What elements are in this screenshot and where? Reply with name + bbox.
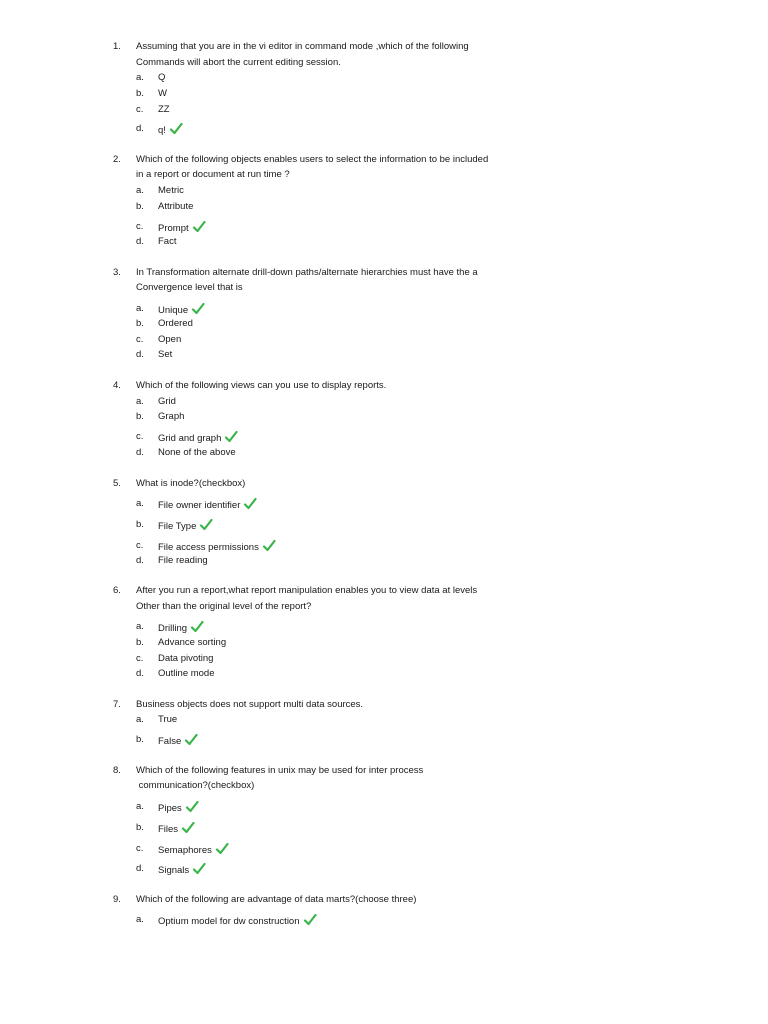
question-number: 7. — [113, 699, 121, 710]
option-letter: a. — [136, 303, 144, 314]
option-letter: a. — [136, 621, 144, 632]
option-text: Data pivoting — [158, 653, 214, 664]
option-text: Files — [158, 824, 179, 835]
option-text: Advance sorting — [158, 637, 227, 648]
option-letter: a. — [136, 714, 144, 725]
option-text: Signals — [158, 865, 190, 876]
option-c — [158, 220, 206, 234]
question-text-line: in a report or document at run time ? — [136, 169, 290, 180]
option-letter: b. — [136, 411, 144, 422]
option-letter: c. — [136, 104, 144, 115]
checkmark-icon — [169, 122, 183, 136]
option-text: None of the above — [158, 447, 236, 458]
option-text: Ordered — [158, 318, 193, 329]
option-c — [158, 652, 213, 666]
option-letter: c. — [136, 653, 144, 664]
option-text: File reading — [158, 555, 208, 566]
option-d — [158, 446, 236, 460]
option-text: Attribute — [158, 201, 194, 212]
option-letter: c. — [136, 431, 144, 442]
option-letter: b. — [136, 88, 144, 99]
checkmark-icon — [215, 842, 229, 856]
option-b — [158, 518, 213, 532]
checkmark-icon — [262, 539, 276, 553]
option-d — [158, 667, 215, 681]
option-letter: a. — [136, 185, 144, 196]
option-text: File access permissions — [158, 542, 259, 553]
checkmark-icon — [224, 430, 238, 444]
option-text: Q — [158, 72, 166, 83]
option-a — [158, 71, 165, 85]
option-letter: a. — [136, 498, 144, 509]
option-letter: d. — [136, 349, 144, 360]
option-b — [158, 87, 167, 101]
checkmark-icon — [181, 821, 195, 835]
option-text: Grid and graph — [158, 433, 222, 444]
option-letter: d. — [136, 447, 144, 458]
question-text-line: In Transformation alternate drill-down paths/alternate hierarchies must have the a — [136, 267, 478, 278]
option-text: Open — [158, 334, 182, 345]
option-text: Set — [158, 349, 173, 360]
option-letter: b. — [136, 734, 144, 745]
option-text: Optium model for dw construction — [158, 916, 300, 927]
option-a — [158, 620, 204, 634]
option-a — [158, 184, 184, 198]
option-b — [158, 821, 195, 835]
checkmark-icon — [190, 620, 204, 634]
option-letter: c. — [136, 540, 144, 551]
checkmark-icon — [185, 800, 199, 814]
checkmark-icon — [184, 733, 198, 747]
checkmark-icon — [303, 913, 317, 927]
option-text: Graph — [158, 411, 185, 422]
option-text: Drilling — [158, 623, 188, 634]
option-letter: b. — [136, 822, 144, 833]
checkmark-icon — [192, 220, 206, 234]
option-b — [158, 410, 184, 424]
option-text: File Type — [158, 521, 197, 532]
question-text-line: Convergence level that is — [136, 282, 243, 293]
option-text: Fact — [158, 236, 177, 247]
question-text-line: What is inode?(checkbox) — [136, 478, 246, 489]
question-text-line: Which of the following features in unix may be used for inter process — [136, 765, 424, 776]
option-text: Semaphores — [158, 845, 212, 856]
question-number: 1. — [113, 41, 121, 52]
option-letter: c. — [136, 221, 144, 232]
option-letter: a. — [136, 396, 144, 407]
option-text: Grid — [158, 396, 176, 407]
option-b — [158, 636, 226, 650]
option-letter: d. — [136, 863, 144, 874]
option-letter: b. — [136, 519, 144, 530]
option-b — [158, 733, 198, 747]
option-letter: c. — [136, 843, 144, 854]
question-number: 3. — [113, 267, 121, 278]
option-letter: a. — [136, 801, 144, 812]
option-text: q! — [158, 125, 166, 136]
option-letter: a. — [136, 914, 144, 925]
option-c — [158, 333, 181, 347]
option-b — [158, 317, 193, 331]
option-text: Pipes — [158, 803, 182, 814]
option-d — [158, 348, 172, 362]
option-letter: a. — [136, 72, 144, 83]
option-c — [158, 539, 276, 553]
option-letter: d. — [136, 555, 144, 566]
option-text: Outline mode — [158, 668, 215, 679]
option-b — [158, 200, 193, 214]
question-text-line: Commands will abort the current editing session. — [136, 57, 341, 68]
option-letter: d. — [136, 123, 144, 134]
question-number: 9. — [113, 894, 121, 905]
question-text-line: Which of the following views can you use to display reports. — [136, 380, 387, 391]
option-d — [158, 235, 176, 249]
option-a — [158, 302, 205, 316]
option-text: W — [158, 88, 167, 99]
question-text-line: Other than the original level of the report? — [136, 601, 312, 612]
option-d — [158, 862, 206, 876]
option-text: File owner identifier — [158, 500, 241, 511]
question-number: 6. — [113, 585, 121, 596]
option-a — [158, 913, 317, 927]
option-text: Unique — [158, 305, 189, 316]
question-number: 5. — [113, 478, 121, 489]
option-letter: d. — [136, 668, 144, 679]
question-number: 2. — [113, 154, 121, 165]
option-c — [158, 430, 238, 444]
option-d — [158, 122, 183, 136]
option-d — [158, 554, 208, 568]
option-letter: b. — [136, 201, 144, 212]
option-letter: b. — [136, 318, 144, 329]
checkmark-icon — [199, 518, 213, 532]
question-number: 8. — [113, 765, 121, 776]
option-a — [158, 497, 257, 511]
checkmark-icon — [243, 497, 257, 511]
question-text-line: Which of the following are advantage of data marts?(choose three) — [136, 894, 417, 905]
question-text-line: After you run a report,what report manipulation enables you to view data at levels — [136, 585, 478, 596]
option-text: True — [158, 714, 178, 725]
question-text-line: communication?(checkbox) — [136, 780, 255, 791]
question-text-line: Business objects does not support multi data sources. — [136, 699, 364, 710]
option-text: False — [158, 736, 182, 747]
checkmark-icon — [192, 862, 206, 876]
question-text-line: Assuming that you are in the vi editor in command mode ,which of the following — [136, 41, 469, 52]
option-a — [158, 713, 177, 727]
option-a — [158, 395, 176, 409]
option-letter: d. — [136, 236, 144, 247]
question-number: 4. — [113, 380, 121, 391]
option-a — [158, 800, 199, 814]
option-c — [158, 842, 229, 856]
option-text: Prompt — [158, 223, 189, 234]
option-letter: b. — [136, 637, 144, 648]
option-text: Metric — [158, 185, 184, 196]
option-text: ZZ — [158, 104, 170, 115]
option-c — [158, 103, 170, 117]
option-letter: c. — [136, 334, 144, 345]
checkmark-icon — [191, 302, 205, 316]
question-text-line: Which of the following objects enables users to select the information to be included — [136, 154, 489, 165]
